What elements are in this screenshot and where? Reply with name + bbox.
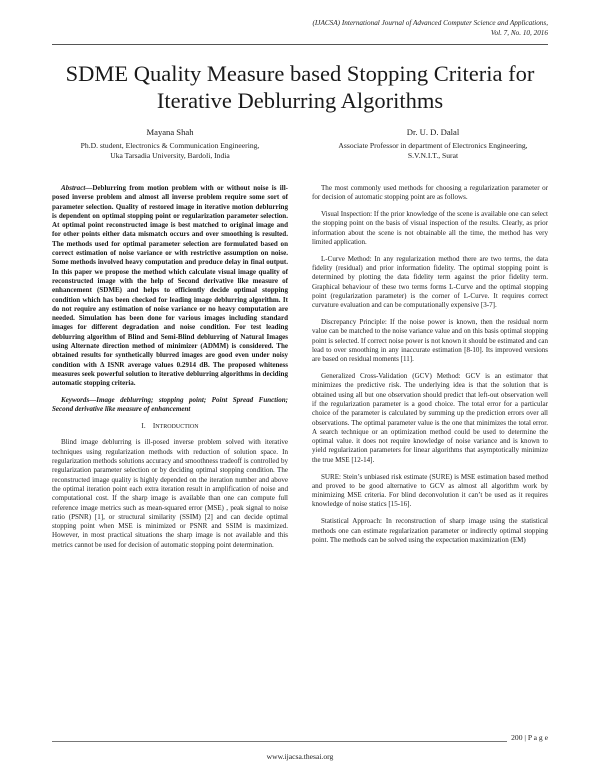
left-column	[52, 184, 288, 557]
body-paragraph: Visual Inspection: If the prior knowledge of the scene is available one can select the stopping point on the basis of visual inspection of the results. Clearly, as prior information about the scene is not obtainable all the time, the method has very limited application.	[312, 210, 548, 246]
body-paragraph: L-Curve Method: In any regularization method there are two terms, the data fidelity (residual) and prior information fidelity. The optimal stopping point is determined by plotting the data fidelity term against the prior fidelity term. Graphical behaviour of these two terms forms L-Curve and the optimal stopping point (regularization parameter) is the corner of L-Curve. It requires correct curvature evaluation and can be computationally expensive [3-7].	[312, 254, 548, 310]
author-block-1	[60, 127, 280, 161]
section-numeral: I.	[141, 422, 146, 431]
author-affiliation: Ph.D. student, Electronics & Communication Engineering,	[80, 141, 260, 150]
section-heading	[52, 422, 288, 432]
abstract	[52, 184, 288, 389]
body-paragraph: Discrepancy Principle: If the noise power is known, then the residual norm value can be matched to the noise variance value and on this basis optimal stopping point is selected. If correct noise power is not known it should be estimated and can lead to over smoothing in any inaccurate estimation [8-10]. Its improved versions are based on residual moments [11].	[312, 318, 549, 364]
author-affiliation: Associate Professor in department of Electronics Engineering,	[338, 141, 528, 150]
author-name: Mayana Shah	[146, 127, 194, 137]
author-affiliation: S.V.N.I.T., Surat	[407, 151, 459, 160]
journal-name: (IJACSA) International Journal of Advanced Computer Science and Applications,	[312, 19, 548, 27]
body-paragraph: Statistical Approach: In reconstruction of sharp image using the statistical methods one can estimate regularization parameter or indirectly optimal stopping point. The methods can be solved using the expectation maximization (EM)	[312, 517, 548, 544]
author-affiliation: Uka Tarsadia University, Bardoli, India	[110, 151, 230, 160]
abstract-text: —Deblurring from motion problem with or without noise is ill-posed inverse problem and almost all inverse problem require some sort of parameter selection. Quality of restored image in iterative motion deblurring is dependent on optimal stopping point or regularization parameter selection. At optimal point reconstructed image is best matched to original image and for other points either data mismatch occurs and over smoothing is resulted. The methods used for optimal parameter selection are formulated based on correct estimation of noise variance or with restrictive assumption on noise. Some methods involved heavy computation and produce delay in final output. In this paper we propose the method which calculate visual image quality of reconstructed image with the help of Second derivative like measure of enhancement (SDME) and helps to efficiently decide optimal stopping condition which has been checked for leading image deblurring algorithm. It do not require any estimation of noise variance or no heavy computation are needed. Simulation has been done for various images including standard images for different degradation and noise condition. For test leading deblurring algorithm of Blind and Semi-Blind deblurring of Natural Images using Alternate direction method of minimizer (ADMM) is considered. The obtained results for synthetically blurred images are good even under noisy condition with Δ ISNR average values 0.2914 dB. The proposed whiteness measures seek powerful solution to iterative deblurring algorithms in deciding automatic stopping criteria.	[52, 184, 288, 388]
paper-title	[40, 60, 560, 114]
author-block-2	[318, 127, 548, 161]
body-paragraph: SURE: Stein’s unbiased risk estimate (SURE) is MSE estimation based method and proved to be good alternative to GCV as almost all algorithm work by minimizing MSE criteria. For blind deconvolution it can’t be used as it requires knowledge of noise statics [15-16].	[312, 472, 548, 509]
page-number: 200 | P a g e	[507, 733, 548, 742]
header-divider	[52, 44, 548, 45]
abstract-label: Abstract	[61, 184, 86, 192]
footer-divider	[52, 741, 548, 742]
website-link[interactable]: www.ijacsa.thesai.org	[266, 752, 334, 761]
intro-paragraph: Blind image deblurring is ill-posed inverse problem solved with iterative techniques using regularization methods with reduction of solution space. In regularization methods solutions accuracy and smoothness tradeoff is controlled by regularization parameter selection or by deciding optimal stopping condition. The reconstructed image quality is highly depended on the iteration number and above the optimal iteration point each extra iteration result in amplification of noise and computational cost. If the sharp image is available than one can compute full reference image metrics such as mean-squared error (MSE) , peak signal to noise ratio (PSNR) [1], or structural similarity (SSIM) [2] and can decide optimal stopping point when MSE is minimized or PSNR and SSIM is maximized. However, in most practical situations the sharp image is not available and this metrics cannot be used for decision of automatic stopping point determination.	[52, 438, 288, 549]
body-paragraph: The most commonly used methods for choosing a regularization parameter or for decision of automatic stopping point are as follows.	[312, 184, 548, 202]
title-line-2: Iterative Deblurring Algorithms	[156, 88, 444, 113]
journal-volume: Vol. 7, No. 10, 2016	[490, 29, 548, 37]
section-title-rest: NTRODUCTION	[155, 424, 199, 431]
right-column	[312, 184, 548, 553]
keywords: Keywords—Image deblurring; stopping point; Point Spread Function; Second derivative like measure of enhancement	[52, 396, 288, 414]
section-title-initial: I	[152, 422, 156, 431]
body-paragraph: Generalized Cross-Validation (GCV) Method: GCV is an estimator that minimizes the predictive risk. The underlying idea is that the solution that is obtained using all but one observation should predict that left-out observation well if the regularization parameter is a good choice. The total error for a particular choice of the parameter is calculated by summing up the prediction errors over all observations. The optimal parameter value is the one that minimizes the total error. A search technique or an optimization method could be used to determine the optimal value. it does not require knowledge of noise variance and is known to yield regularization parameters for linear algorithms that asymptotically minimize the true MSE [12-14].	[312, 372, 548, 464]
title-line-1: SDME Quality Measure based Stopping Criteria for	[65, 61, 535, 86]
author-name: Dr. U. D. Dalal	[406, 127, 460, 137]
journal-header	[313, 18, 548, 38]
